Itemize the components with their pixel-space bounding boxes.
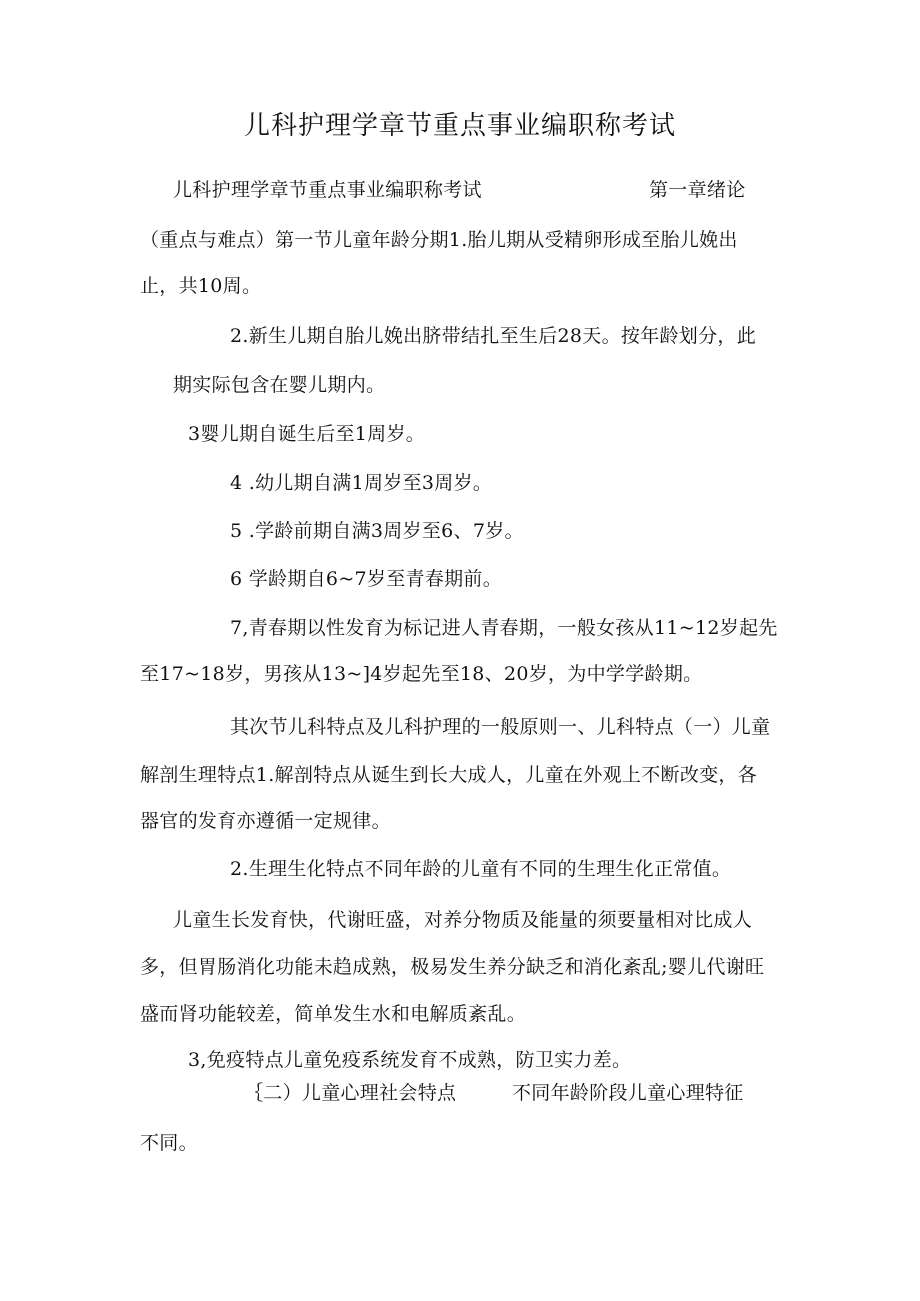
- paragraph-line: 儿童生长发育快，代谢旺盛，对养分物质及能量的须要量相对比成人: [173, 909, 753, 931]
- paragraph-line: 2.新生儿期自胎儿娩出脐带结扎至生后28天。按年龄划分，此: [230, 325, 757, 347]
- paragraph-line: 3婴儿期自诞生后至1周岁。: [188, 423, 426, 445]
- document-title: 儿科护理学章节重点事业编职称考试: [243, 111, 676, 141]
- paragraph-line: 盛而肾功能较差，简单发生水和电解质紊乱。: [140, 1003, 527, 1025]
- paragraph-line: 期实际包含在婴儿期内。: [173, 374, 386, 396]
- header-line-left: 儿科护理学章节重点事业编职称考试: [173, 179, 482, 201]
- paragraph-line: 不同。: [140, 1132, 198, 1154]
- paragraph-line: 7,青春期以性发育为标记进人青春期，一般女孩从11~12岁起先: [230, 617, 778, 639]
- paragraph-line: 解剖生理特点1.解剖特点从诞生到长大成人，儿童在外观上不断改变，各: [140, 764, 758, 786]
- section-heading: ｛二）儿童心理社会特点: [244, 1082, 457, 1104]
- paragraph-line: 其次节儿科特点及儿科护理的一般原则一、儿科特点（一）儿童: [230, 716, 771, 738]
- paragraph-line: 5 .学龄前期自满3周岁至6、7岁。: [230, 520, 524, 542]
- chapter-heading: 第一章绪论: [649, 179, 746, 201]
- paragraph-line: 止，共10周。: [140, 275, 262, 297]
- paragraph-line: 器官的发育亦遵循一定规律。: [140, 810, 391, 832]
- paragraph-line: 多，但胃肠消化功能未趋成熟，极易发生养分缺乏和消化紊乱;婴儿代谢旺: [140, 956, 765, 978]
- paragraph-line: 6 学龄期自6~7岁至青春期前。: [230, 568, 503, 590]
- paragraph-line: （重点与难点）第一节儿童年龄分期1.胎儿期从受精卵形成至胎儿娩出: [140, 229, 738, 251]
- paragraph-line: 2.生理生化特点不同年龄的儿童有不同的生理生化正常值。: [230, 858, 732, 880]
- paragraph-line: 不同年龄阶段儿童心理特征: [512, 1082, 744, 1104]
- paragraph-line: 至17~18岁，男孩从13~]4岁起先至18、20岁，为中学学龄期。: [140, 663, 703, 685]
- paragraph-line: 4 .幼儿期自满1周岁至3周岁。: [230, 472, 493, 494]
- paragraph-line: 3,免疫特点儿童免疫系统发育不成熟，防卫实力差。: [188, 1049, 632, 1071]
